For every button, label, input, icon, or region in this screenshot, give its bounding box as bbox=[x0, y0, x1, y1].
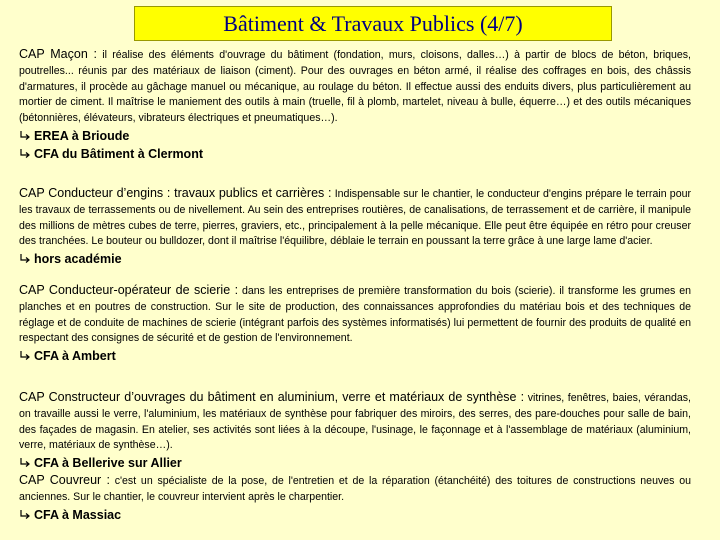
arrow-icon bbox=[19, 130, 32, 142]
section-cap-macon bbox=[19, 47, 691, 163]
arrow-icon bbox=[19, 509, 32, 521]
destination-label: CFA à Bellerive sur Allier bbox=[34, 456, 182, 471]
section-text: il réalise des éléments d'ouvrage du bâtiment (fondation, murs, cloisons, dalles…) à partir de blocs de béton, briques, poutrelles... réunis par des matériaux de liaison (ciment). Pour des ouvrages en béton armé, il réalise des coffrages en bois, des châssis d'armatures, il procède au gâchage manuel ou mécanique, au roulage du béton. Il effectue aussi des enduits divers, plus particulièrement au mortier de ciment. Il maîtrise le maniement des outils à main (truelle, fil à plomb, martelet, niveau à bulle, équerre…) et des outils mécaniques (bétonnières, élévateurs, vibrateurs électriques et pneumatiques…). bbox=[19, 49, 691, 125]
destination-label: CFA à Ambert bbox=[34, 349, 116, 364]
destination-label: CFA à Massiac bbox=[34, 507, 122, 522]
section-heading: CAP Couvreur : bbox=[19, 473, 110, 487]
section-heading: CAP Constructeur d’ouvrages du bâtiment en aluminium, verre et matériaux de synthèse : bbox=[19, 390, 525, 404]
section-heading: CAP Conducteur d’engins : travaux publics et carrières : bbox=[19, 186, 332, 200]
destination-item bbox=[19, 250, 691, 268]
destination-item bbox=[19, 347, 691, 365]
section-cap-conducteur-engins bbox=[19, 186, 691, 268]
arrow-icon bbox=[19, 457, 32, 469]
section-cap-couvreur bbox=[19, 473, 691, 524]
destination-label: EREA à Brioude bbox=[34, 128, 130, 143]
arrow-icon bbox=[19, 350, 32, 362]
destination-item bbox=[19, 454, 691, 472]
section-text: c'est un spécialiste de la pose, de l'entretien et de la réparation (étanchéité) des toitures de constructions neuves ou anciennes. Sur le chantier, le couvreur intervient après le charpentier. bbox=[19, 475, 691, 503]
section-heading: CAP Maçon : bbox=[19, 47, 98, 61]
section-cap-scierie bbox=[19, 283, 691, 365]
section-cap-constructeur bbox=[19, 390, 691, 472]
page-title: Bâtiment & Travaux Publics (4/7) bbox=[223, 10, 523, 36]
destination-item bbox=[19, 145, 691, 163]
section-heading: CAP Conducteur-opérateur de scierie : bbox=[19, 283, 239, 297]
destination-item bbox=[19, 506, 691, 524]
destination-item bbox=[19, 127, 691, 145]
title-box bbox=[134, 6, 612, 41]
arrow-icon bbox=[19, 148, 32, 160]
destination-label: hors académie bbox=[34, 252, 122, 267]
destination-label: CFA du Bâtiment à Clermont bbox=[34, 146, 203, 161]
section-text: Indispensable sur le chantier, le conducteur d'engins prépare le terrain pour les travaux de terrassements ou de nivellement. Au sein des entreprises routières, de canalisations, de terrassement et de carrière, il manipule des millions de mètres cubes de terre, pierres, graviers, etc., principalement à la pelle mécanique. Elle peut être équipée en rétro pour creuser des tranchées. Le bouteur ou bulldozer, dont il maîtrise l'équilibre, déblaie le terrain en poussant la terre grâce à une large lame d'acier. bbox=[19, 188, 692, 248]
section-text: dans les entreprises de première transformation du bois (scierie). il transforme les grumes en planches et en poutres de construction. Sur le site de production, des connaissances approfondies du matériau bois et des techniques de réglage et de conduite de machines de scierie (intégrant parfois des systèmes informatisés) lui permettent de fournir des produits de qualité en respectant des consignes de sécurité et de gestion de l'environnement. bbox=[19, 285, 691, 345]
section-text: vitrines, fenêtres, baies, vérandas, on travaille aussi le verre, l'aluminium, les matériaux de synthèse pour fabriquer des miroirs, des serres, des pare-douches pour salle de bain, des façades de magasin. En atelier, ses activités sont liées à la découpe, l'usinage, le façonnage et à l'assemblage de matériaux (aluminium, verre, matériaux de synthèse…). bbox=[19, 392, 691, 452]
arrow-icon bbox=[19, 253, 32, 265]
